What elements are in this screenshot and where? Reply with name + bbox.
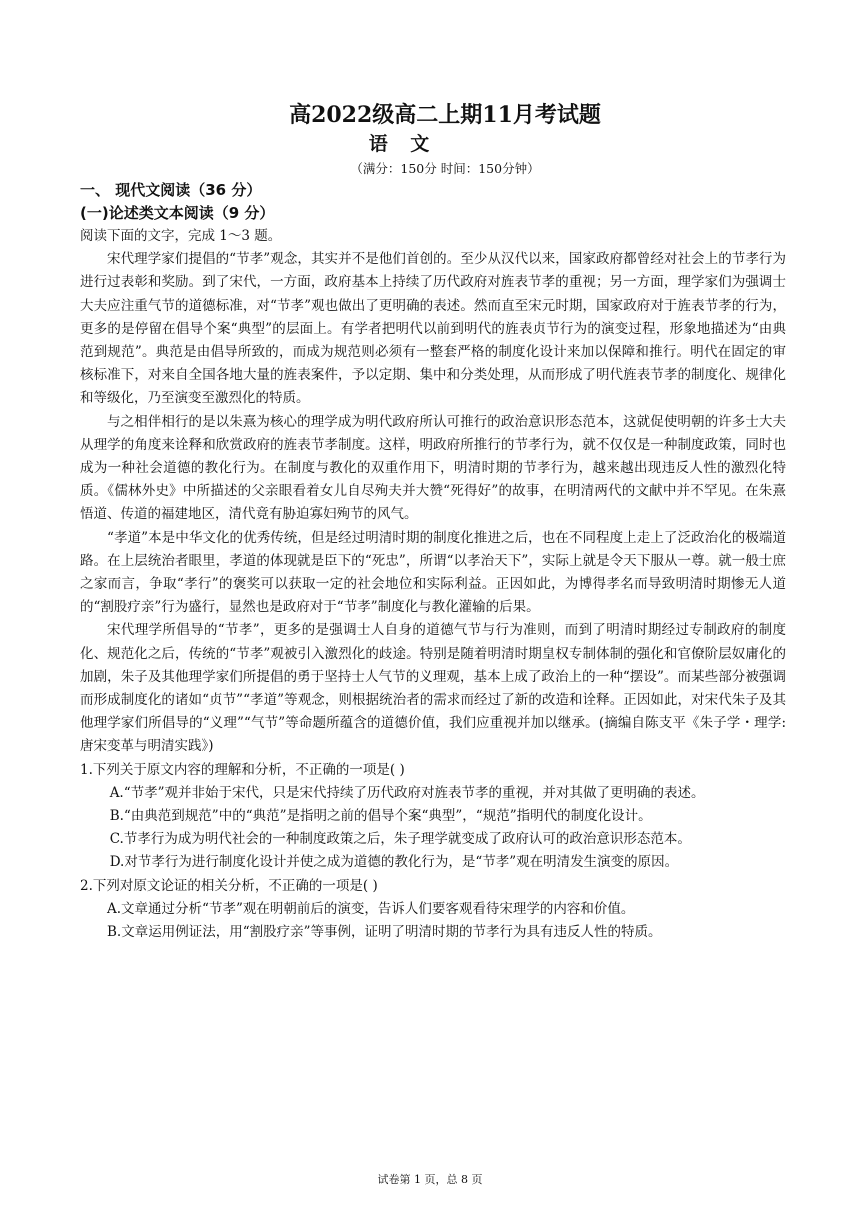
exam-title: 高2022级高二上期11月考试题	[289, 102, 601, 128]
passage-paragraph-4: 宋代理学所倡导的“节孝”，更多的是强调士人自身的道德气节与行为准则，而到了明清时期经过专制政府的制度化、规范化之后，传统的“节孝”观被引入激烈化的歧途。特别是随着明清时期皇权专制体制的强化和官僚阶层奴庸化的加剧，朱子及其他理学家们所提倡的勇于坚持士人气节的义理观，基本上成了政治上的一种“摆设”。而某些部分被强调而形成制度化的诸如“贞节”“孝道”等观念，则根据统治者的需求而经过了新的改造和诠释。正因如此，对宋代朱子及其他理学家们所倡导的“义理”“气节”等命题所蕴含的道德价值，我们应重视并加以继承。(摘编自陈支平《朱子学・理学:唐宋变革与明清实践》)	[80, 622, 786, 755]
subsection-heading: (一)论述类文本阅读（9 分）	[80, 204, 275, 222]
passage-paragraph-3: “孝道”本是中华文化的优秀传统，但是经过明清时期的制度化推进之后，也在不同程度上走上了泛政治化的极端道路。在上层统治者眼里，孝道的体现就是臣下的“死忠”，所谓“以孝治天下”，实际上就是令天下服从一尊。就一般士庶之家而言，争取“孝行”的褒奖可以获取一定的社会地位和实际利益。正因如此，为博得孝名而导致明清时期惨无人道的“割股疗亲”行为盛行，显然也是政府对于“节孝”制度化与教化灌输的后果。	[80, 529, 786, 616]
question-1-stem: 1.下列关于原文内容的理解和分析，不正确的一项是( )	[80, 761, 405, 778]
passage-paragraph-1: 宋代理学家们提倡的“节孝”观念，其实并不是他们首创的。至少从汉代以来，国家政府都曾经对社会上的节孝行为进行过表彰和奖励。到了宋代，一方面，政府基本上持续了历代政府对旌表节孝的重视；另一方面，理学家们为强调士大夫应注重气节的道德标准，对“节孝”观也做出了更明确的表述。然而直至宋元时期，国家政府对于旌表节孝的行为，更多的是停留在倡导个案“典型”的层面上。有学者把明代以前到明代的旌表贞节行为的演变过程，形象地描述为“由典范到规范”。典范是由倡导所致的，而成为规范则必须有一整套严格的制度化设计来加以保障和推行。明代在固定的审核标准下，对来自全国各地大量的旌表案件，予以定期、集中和分类处理，从而形成了明代旌表节孝的制度化、规律化和等级化，乃至演变至激烈化的特质。	[80, 251, 786, 407]
exam-page	[80, 100, 786, 944]
page-footer: 试卷第 1 页，总 8 页	[377, 1173, 483, 1186]
reading-instruction: 阅读下面的文字，完成 1～3 题。	[80, 228, 282, 244]
passage-paragraph-2: 与之相伴相行的是以朱熹为核心的理学成为明代政府所认可推行的政治意识形态范本，这就促使明朝的许多士大夫从理学的角度来诠释和欣赏政府的旌表节孝制度。这样，明政府所推行的节孝行为，就不仅仅是一种制度政策，同时也成为一种社会道德的教化行为。在制度与教化的双重作用下，明清时期的节孝行为，越来越出现违反人性的激烈化特质。《儒林外史》中所描述的父亲眼看着女儿自尽殉夫并大赞“死得好”的故事，在明清两代的文献中并不罕见。在朱熹悟道、传道的福建地区，清代竟有胁迫寡妇殉节的风气。	[80, 413, 786, 523]
question-1-option-b: B.“由典范到规范”中的“典范”是指明之前的倡导个案“典型”，“规范”指明代的制度化设计。	[109, 808, 652, 825]
exam-meta: （满分：150分 时间：150分钟）	[350, 161, 540, 176]
section-heading: 一、 现代文阅读（36 分）	[80, 181, 262, 199]
question-2-option-a: A.文章通过分析“节孝”观在明朝前后的演变，告诉人们要客观看待宋理学的内容和价值。	[107, 900, 635, 917]
question-1-option-d: D.对节孝行为进行制度化设计并使之成为道德的教化行为，是“节孝”观在明清发生演变的原因。	[109, 854, 679, 871]
question-2-stem: 2.下列对原文论证的相关分析，不正确的一项是( )	[80, 877, 378, 894]
question-1-option-a: A.“节孝”观并非始于宋代，只是宋代持续了历代政府对旌表节孝的重视，并对其做了更明确的表述。	[109, 784, 705, 801]
question-1-option-c: C.节孝行为成为明代社会的一种制度政策之后，朱子理学就变成了政府认可的政治意识形态范本。	[109, 831, 691, 848]
question-2-option-b: B.文章运用例证法，用“割股疗亲”等事例，证明了明清时期的节孝行为具有违反人性的特质。	[107, 924, 662, 941]
exam-subject: 语 文	[368, 133, 438, 155]
